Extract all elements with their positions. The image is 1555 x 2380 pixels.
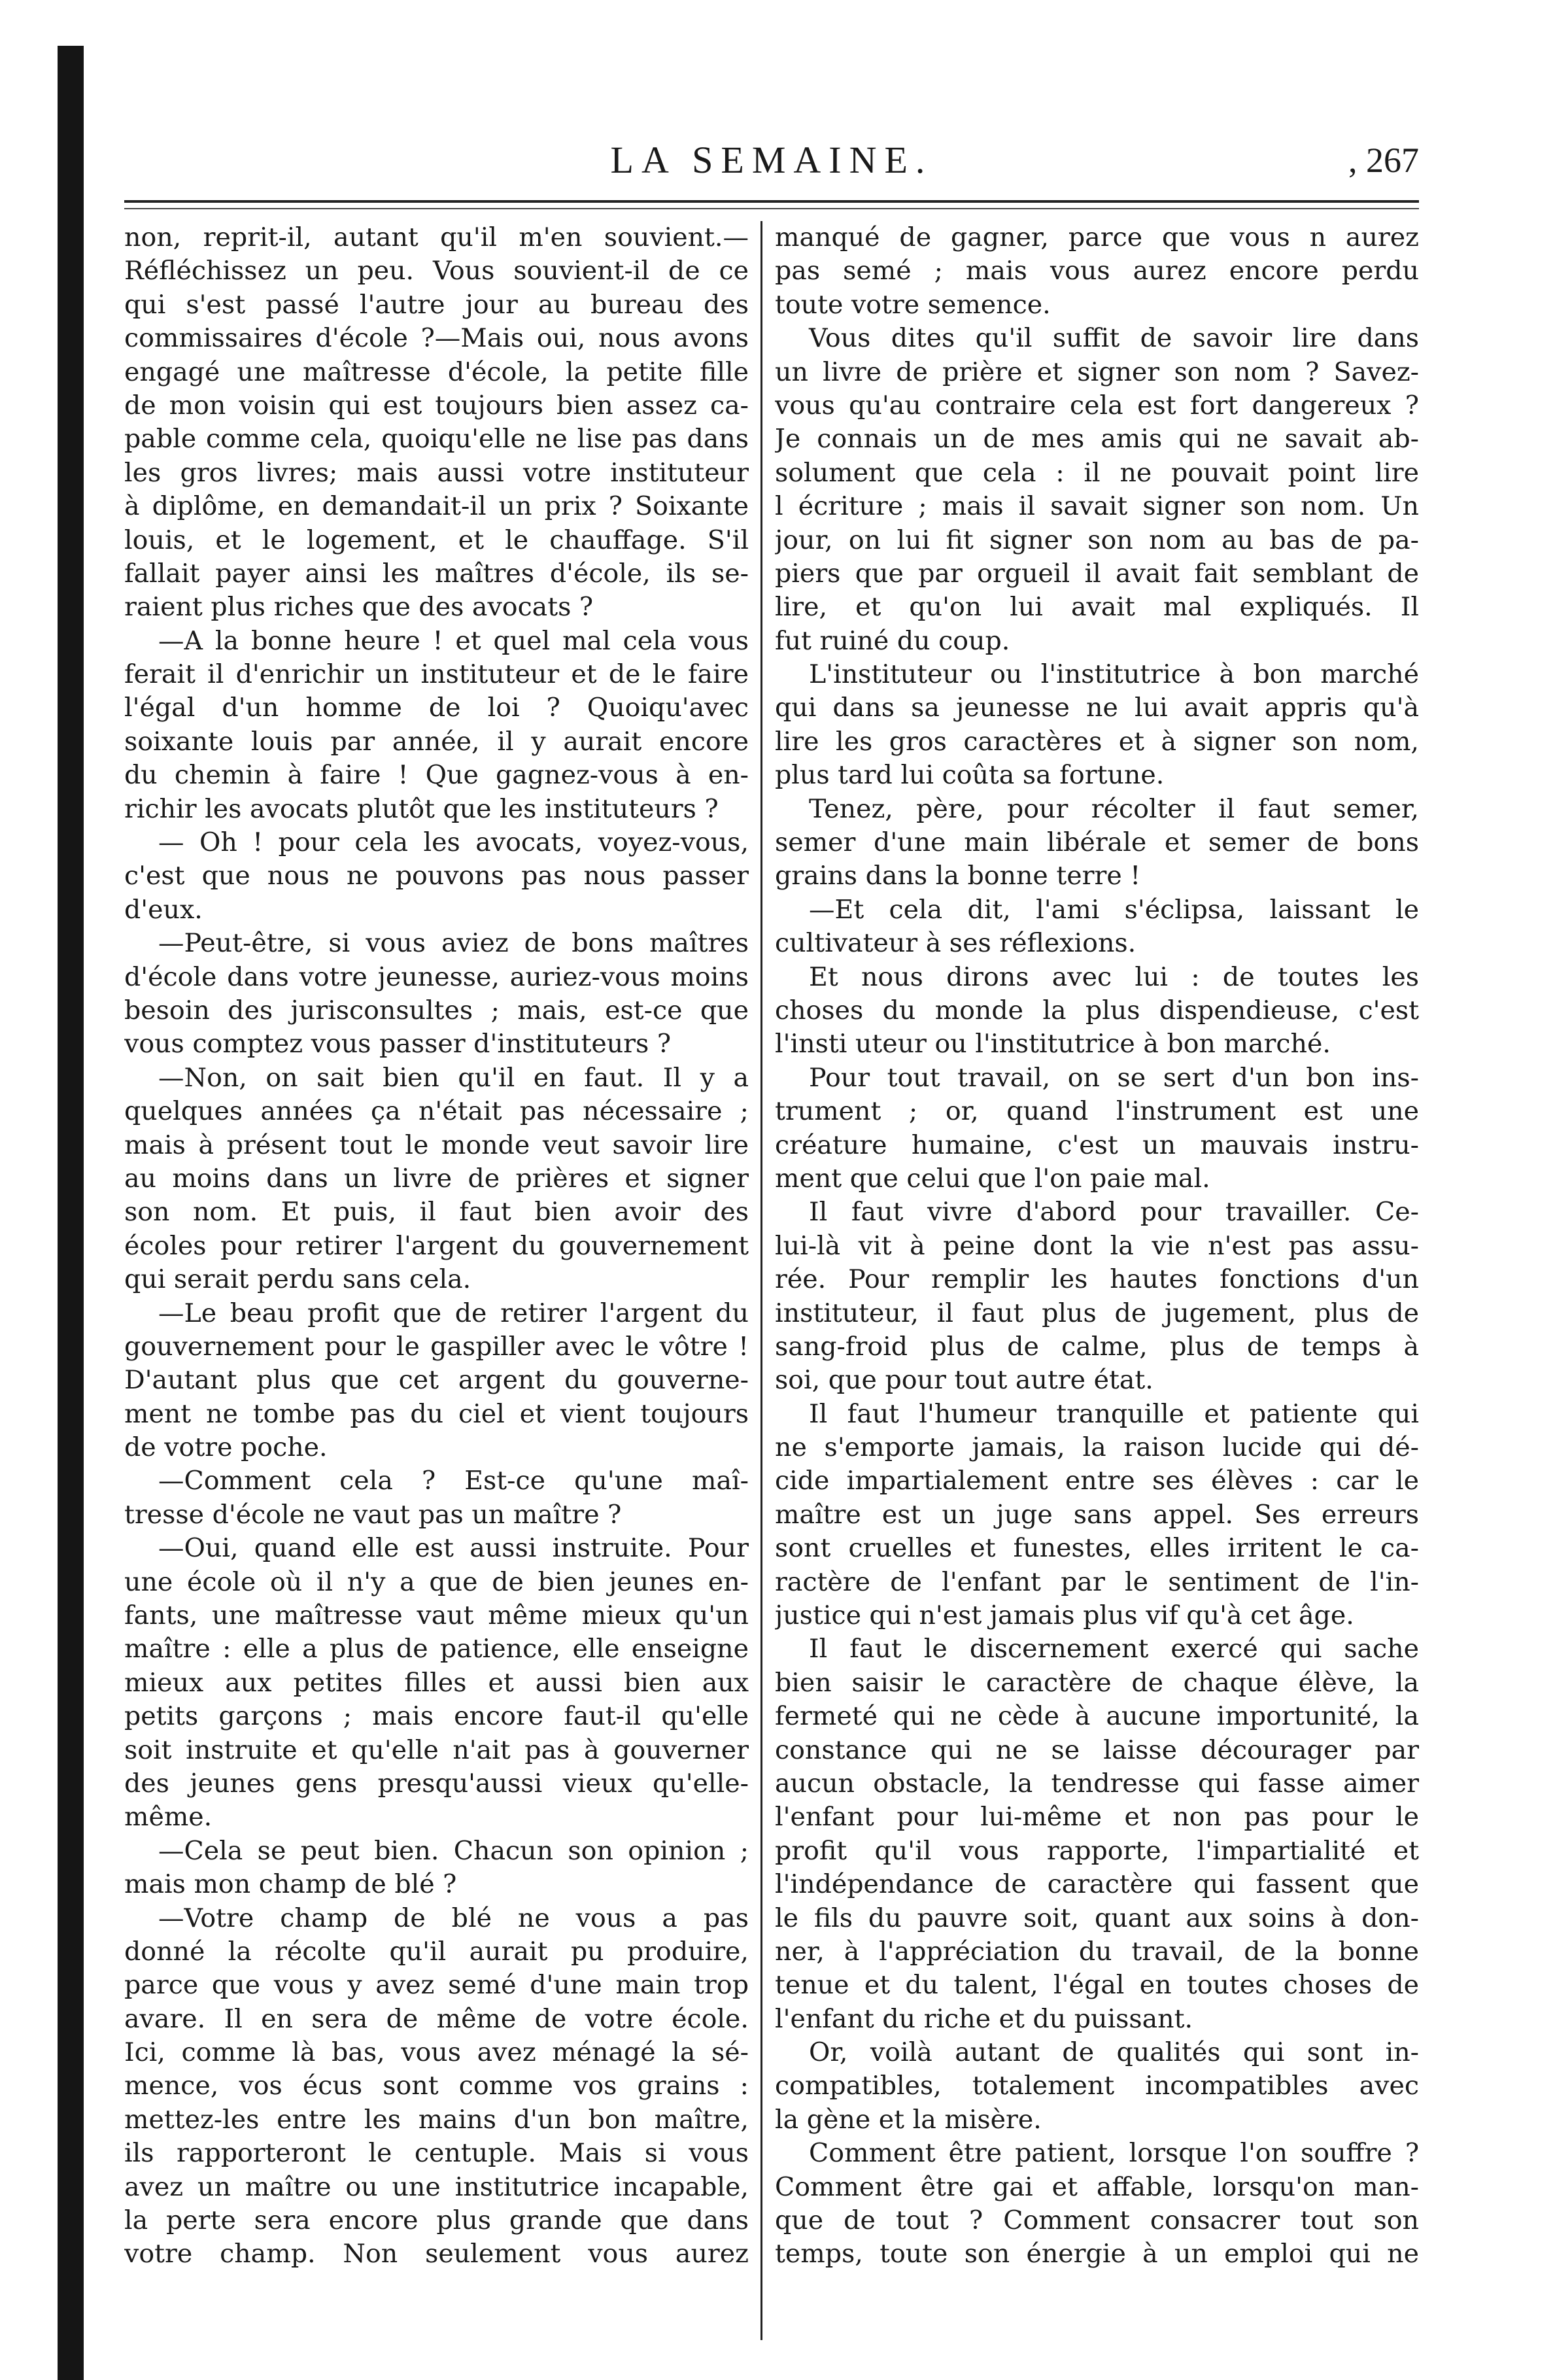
text-line: raient plus riches que des avocats ? [124, 592, 594, 623]
text-line: compatibles, totalement incompatibles avec [775, 2071, 1419, 2101]
text-line: avare. Il en sera de même de votre école. [124, 2003, 749, 2034]
text-line: choses du monde la plus dispendieuse, c'est [775, 995, 1419, 1026]
text-line: aucun obstacle, la tendresse qui fasse aimer [775, 1768, 1419, 1799]
text-line: Vous dites qu'il suffit de savoir lire dans [809, 323, 1419, 354]
text-line: engagé une maîtresse d'école, la petite fille [124, 356, 749, 387]
text-line: les gros livres; mais aussi votre instituteur [124, 457, 749, 488]
text-line: d'eux. [124, 894, 203, 925]
text-line: lire, et qu'on lui avait mal expliqués. Il [775, 592, 1419, 623]
text-line: la gène et la misère. [775, 2104, 1042, 2135]
text-line: solument que cela : il ne pouvait point lire [775, 457, 1419, 488]
text-line: bien saisir le caractère de chaque élève, la [775, 1667, 1419, 1698]
text-line: maître : elle a plus de patience, elle enseigne [124, 1634, 749, 1664]
page-header [124, 134, 1419, 193]
text-line: mieux aux petites filles et aussi bien aux [124, 1667, 749, 1698]
text-line: Tenez, père, pour récolter il faut semer, [809, 793, 1419, 824]
text-line: donné la récolte qu'il aurait pu produire, [124, 1936, 749, 1967]
text-line: Or, voilà autant de qualités qui sont in- [809, 2037, 1419, 2068]
text-line: — Oh ! pour cela les avocats, voyez-vous, [158, 827, 749, 858]
right-column [775, 221, 1419, 2360]
text-line: fut ruiné du coup. [775, 625, 1010, 656]
header-rule-thin [124, 208, 1419, 209]
text-line: —A la bonne heure ! et quel mal cela vous [158, 625, 749, 656]
text-line: votre champ. Non seulement vous aurez [124, 2239, 749, 2269]
text-line: D'autant plus que cet argent du gouverne- [124, 1365, 749, 1396]
text-line: richir les avocats plutôt que les instituteurs ? [124, 793, 719, 824]
text-line: grains dans la bonne terre ! [775, 861, 1141, 891]
text-line: non, reprit-il, autant qu'il m'en souvient.— [124, 222, 749, 252]
text-line: justice qui n'est jamais plus vif qu'à cet âge. [775, 1600, 1354, 1631]
text-line: Je connais un de mes amis qui ne savait ab- [775, 424, 1419, 455]
text-line: Il faut vivre d'abord pour travailler. Ce- [809, 1197, 1419, 1228]
text-line: de mon voisin qui est toujours bien assez ca- [124, 390, 749, 421]
text-line: vous comptez vous passer d'instituteurs ? [124, 1029, 672, 1060]
header-rule [124, 200, 1419, 203]
text-line: temps, toute son énergie à un emploi qui ne [775, 2239, 1419, 2269]
text-line: soit instruite et qu'elle n'ait pas à gouverner [124, 1734, 749, 1765]
text-line: pable comme cela, quoiqu'elle ne lise pas dans [124, 424, 749, 455]
text-line: vous qu'au contraire cela est fort dangereux ? [775, 390, 1419, 421]
text-line: l'enfant pour lui-même et non pas pour le [775, 1802, 1419, 1833]
text-line: lui-là vit à peine dont la vie n'est pas assu- [775, 1230, 1419, 1261]
text-line: Il faut l'humeur tranquille et patiente qui [809, 1398, 1419, 1429]
text-line: Comment être patient, lorsque l'on souffre ? [809, 2138, 1419, 2169]
running-title: LA SEMAINE. [610, 139, 933, 181]
text-line: maître est un juge sans appel. Ses erreurs [775, 1499, 1419, 1530]
text-line: gouvernement pour le gaspiller avec le vôtre ! [124, 1331, 749, 1362]
text-line: Pour tout travail, on se sert d'un bon ins- [809, 1062, 1419, 1093]
text-line: plus tard lui coûta sa fortune. [775, 760, 1165, 791]
text-line: d'école dans votre jeunesse, auriez-vous moins [124, 961, 749, 992]
text-line: le fils du pauvre soit, quant aux soins à don- [775, 1903, 1419, 1933]
text-line: ne s'emporte jamais, la raison lucide qui dé- [775, 1432, 1419, 1463]
text-line: à diplôme, en demandait-il un prix ? Soixante [124, 491, 749, 522]
text-line: l écriture ; mais il savait signer son nom. Un [775, 491, 1419, 522]
text-line: semer d'une main libérale et semer de bons [775, 827, 1419, 858]
text-line: des jeunes gens presqu'aussi vieux qu'elle- [124, 1768, 749, 1799]
text-line: Il faut le discernement exercé qui sache [809, 1634, 1419, 1664]
left-column [124, 221, 749, 2360]
text-line: soixante louis par année, il y aurait encore [124, 726, 749, 757]
text-line: ment que celui que l'on paie mal. [775, 1163, 1210, 1194]
scan-binding-edge [58, 46, 84, 2380]
text-line: une école où il n'y a que de bien jeunes en- [124, 1566, 749, 1597]
text-line: qui serait perdu sans cela. [124, 1264, 471, 1295]
text-line: quelques années ça n'était pas nécessaire ; [124, 1096, 749, 1127]
text-line: —Comment cela ? Est-ce qu'une maî- [158, 1466, 749, 1496]
text-line: ractère de l'enfant par le sentiment de l'in- [775, 1566, 1419, 1597]
text-line: tresse d'école ne vaut pas un maître ? [124, 1499, 622, 1530]
text-line: ment ne tombe pas du ciel et vient toujours [124, 1398, 749, 1429]
text-line: manqué de gagner, parce que vous n aurez [775, 222, 1419, 252]
text-line: sang-froid plus de calme, plus de temps à [775, 1331, 1419, 1362]
text-line: qui s'est passé l'autre jour au bureau des [124, 289, 749, 320]
text-line: besoin des jurisconsultes ; mais, est-ce que [124, 995, 749, 1026]
text-line: créature humaine, c'est un mauvais instru- [775, 1130, 1419, 1160]
column-divider [760, 221, 762, 2340]
text-line: profit qu'il vous rapporte, l'impartialité et [775, 1835, 1419, 1866]
text-line: l'enfant du riche et du puissant. [775, 2003, 1193, 2034]
text-line: l'indépendance de caractère qui fassent que [775, 1869, 1419, 1900]
text-line: écoles pour retirer l'argent du gouvernement [124, 1230, 749, 1261]
text-line: avez un maître ou une institutrice incapable, [124, 2171, 749, 2202]
text-line: louis, et le logement, et le chauffage. S'il [124, 525, 749, 555]
text-line: son nom. Et puis, il faut bien avoir des [124, 1197, 749, 1228]
text-line: même. [124, 1802, 213, 1833]
text-line: jour, on lui fit signer son nom au bas de pa- [775, 525, 1419, 555]
text-line: la perte sera encore plus grande que dans [124, 2205, 749, 2236]
text-line: —Et cela dit, l'ami s'éclipsa, laissant le [809, 894, 1419, 925]
text-line: un livre de prière et signer son nom ? Savez- [775, 356, 1419, 387]
text-line: —Votre champ de blé ne vous a pas [158, 1903, 749, 1933]
text-line: rée. Pour remplir les hautes fonctions d'un [775, 1264, 1419, 1295]
text-line: ner, à l'appréciation du travail, de la bonne [775, 1936, 1419, 1967]
text-line: mais mon champ de blé ? [124, 1869, 457, 1900]
text-line: soi, que pour tout autre état. [775, 1365, 1153, 1396]
page-number: , 267 [1348, 141, 1419, 180]
text-line: petits garçons ; mais encore faut-il qu'elle [124, 1701, 749, 1732]
text-line: cultivateur à ses réflexions. [775, 928, 1136, 959]
text-line: piers que par orgueil il avait fait semblant de [775, 558, 1419, 589]
text-line: —Peut-être, si vous aviez de bons maîtres [158, 928, 749, 959]
text-line: l'insti uteur ou l'institutrice à bon marché. [775, 1029, 1331, 1060]
text-line: tenue et du talent, l'égal en toutes choses de [775, 1970, 1419, 2001]
text-line: —Cela se peut bien. Chacun son opinion ; [158, 1835, 749, 1866]
text-line: —Non, on sait bien qu'il en faut. Il y a [158, 1062, 749, 1093]
text-line: parce que vous y avez semé d'une main trop [124, 1970, 749, 2001]
text-line: lire les gros caractères et à signer son nom, [775, 726, 1419, 757]
text-line: qui dans sa jeunesse ne lui avait appris qu'à [775, 693, 1419, 723]
text-line: fants, une maîtresse vaut même mieux qu'un [124, 1600, 749, 1631]
text-line: —Le beau profit que de retirer l'argent du [158, 1298, 749, 1328]
text-line: Réfléchissez un peu. Vous souvient-il de ce [124, 256, 749, 286]
text-line: pas semé ; mais vous aurez encore perdu [775, 256, 1419, 286]
text-line: au moins dans un livre de prières et signer [124, 1163, 749, 1194]
text-line: commissaires d'école ?—Mais oui, nous avons [124, 323, 749, 354]
text-line: du chemin à faire ! Que gagnez-vous à en- [124, 760, 749, 791]
text-line: mettez-les entre les mains d'un bon maître, [124, 2104, 749, 2135]
text-line: trument ; or, quand l'instrument est une [775, 1096, 1419, 1127]
text-line: —Oui, quand elle est aussi instruite. Pour [158, 1533, 749, 1564]
text-line: l'égal d'un homme de loi ? Quoiqu'avec [124, 693, 749, 723]
text-line: ferait il d'enrichir un instituteur et de le faire [124, 659, 749, 690]
text-line: instituteur, il faut plus de jugement, plus de [775, 1298, 1419, 1328]
text-line: Comment être gai et affable, lorsqu'on man- [775, 2171, 1419, 2202]
text-line: ils rapporteront le centuple. Mais si vous [124, 2138, 749, 2169]
text-line: sont cruelles et funestes, elles irritent le ca- [775, 1533, 1419, 1564]
text-line: fermeté qui ne cède à aucune importunité, la [775, 1701, 1419, 1732]
text-line: mence, vos écus sont comme vos grains : [124, 2071, 749, 2101]
text-line: L'instituteur ou l'institutrice à bon marché [809, 659, 1419, 690]
text-line: que de tout ? Comment consacrer tout son [775, 2205, 1419, 2236]
text-line: cide impartialement entre ses élèves : car le [775, 1466, 1419, 1496]
text-line: de votre poche. [124, 1432, 328, 1463]
text-line: Et nous dirons avec lui : de toutes les [809, 961, 1419, 992]
text-line: Ici, comme là bas, vous avez ménagé la sé- [124, 2037, 749, 2068]
text-line: toute votre semence. [775, 289, 1051, 320]
text-line: mais à présent tout le monde veut savoir lire [124, 1130, 749, 1160]
text-line: c'est que nous ne pouvons pas nous passer [124, 861, 749, 891]
text-line: constance qui ne se laisse décourager par [775, 1734, 1419, 1765]
text-line: fallait payer ainsi les maîtres d'école, ils se- [124, 558, 749, 589]
